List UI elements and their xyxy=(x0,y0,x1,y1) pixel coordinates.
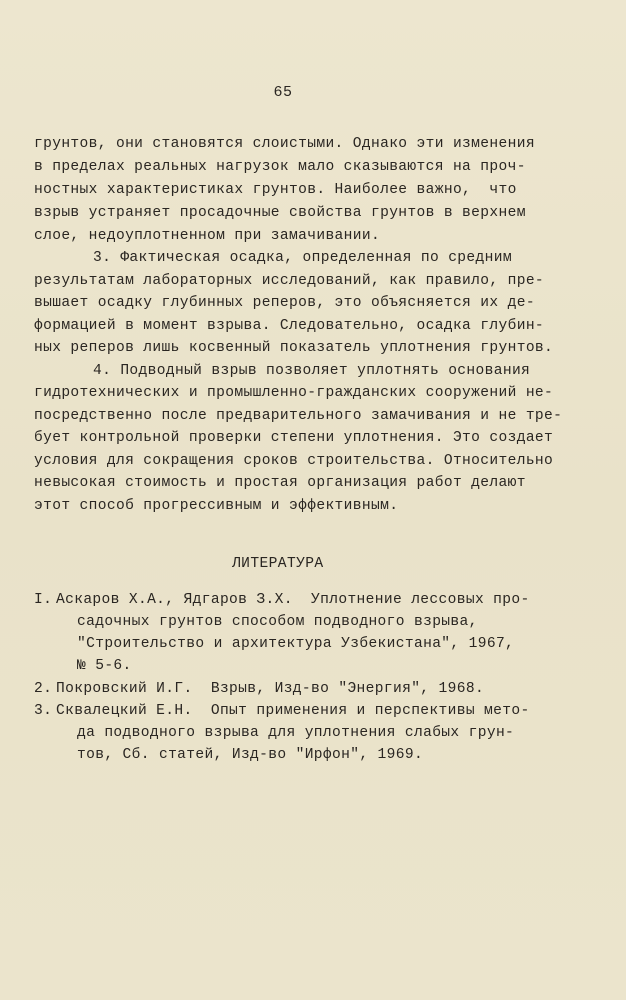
page-number: 65 xyxy=(273,84,293,101)
reference-line: садочных грунтов способом подводного взрыва, xyxy=(77,614,478,630)
body-line: слое, недоуплотненном при замачивании. xyxy=(34,228,381,244)
body-line: гидротехнических и промышленно-гражданских сооружений не- xyxy=(34,385,554,401)
reference-number: I. xyxy=(34,592,53,608)
reference-line: Покровский И.Г. Взрыв, Изд-во "Энергия", 1968. xyxy=(56,681,485,697)
reference-number: 2. xyxy=(34,681,53,697)
body-line: в пределах реальных нагрузок мало сказываются на проч- xyxy=(34,159,526,175)
body-line: результатам лабораторных исследований, как правило, пре- xyxy=(34,273,545,289)
reference-line: тов, Сб. статей, Изд-во "Ирфон", 1969. xyxy=(77,747,424,763)
body-line: посредственно после предварительного замачивания и не тре- xyxy=(34,408,563,424)
paragraph-start: 4. Подводный взрыв позволяет уплотнять основания xyxy=(93,363,531,379)
body-line: вышает осадку глубинных реперов, это объясняется их де- xyxy=(34,295,535,311)
body-line: формацией в момент взрыва. Следовательно, осадка глубин- xyxy=(34,318,545,334)
body-line: ностных характеристиках грунтов. Наиболее важно, что xyxy=(34,182,517,198)
body-line: невысокая стоимость и простая организация работ делают xyxy=(34,475,526,491)
body-line: грунтов, они становятся слоистыми. Однако эти изменения xyxy=(34,136,535,152)
body-line: взрыв устраняет просадочные свойства грунтов в верхнем xyxy=(34,205,526,221)
body-line: условия для сокращения сроков строительства. Относительно xyxy=(34,453,554,469)
reference-line: № 5-6. xyxy=(77,658,132,674)
body-line: бует контрольной проверки степени уплотнения. Это создает xyxy=(34,430,554,446)
reference-line: Аскаров Х.А., Ядгаров З.Х. Уплотнение лессовых про- xyxy=(56,592,530,608)
body-line: этот способ прогрессивным и эффективным. xyxy=(34,498,399,514)
reference-number: 3. xyxy=(34,703,53,719)
literature-heading: ЛИТЕРАТУРА xyxy=(232,556,324,572)
reference-line: Сквалецкий Е.Н. Опыт применения и перспективы мето- xyxy=(56,703,530,719)
body-line: ных реперов лишь косвенный показатель уплотнения грунтов. xyxy=(34,340,554,356)
paragraph-start: 3. Фактическая осадка, определенная по средним xyxy=(93,250,512,266)
reference-line: "Строительство и архитектура Узбекистана", 1967, xyxy=(77,636,515,652)
reference-line: да подводного взрыва для уплотнения слабых грун- xyxy=(77,725,515,741)
